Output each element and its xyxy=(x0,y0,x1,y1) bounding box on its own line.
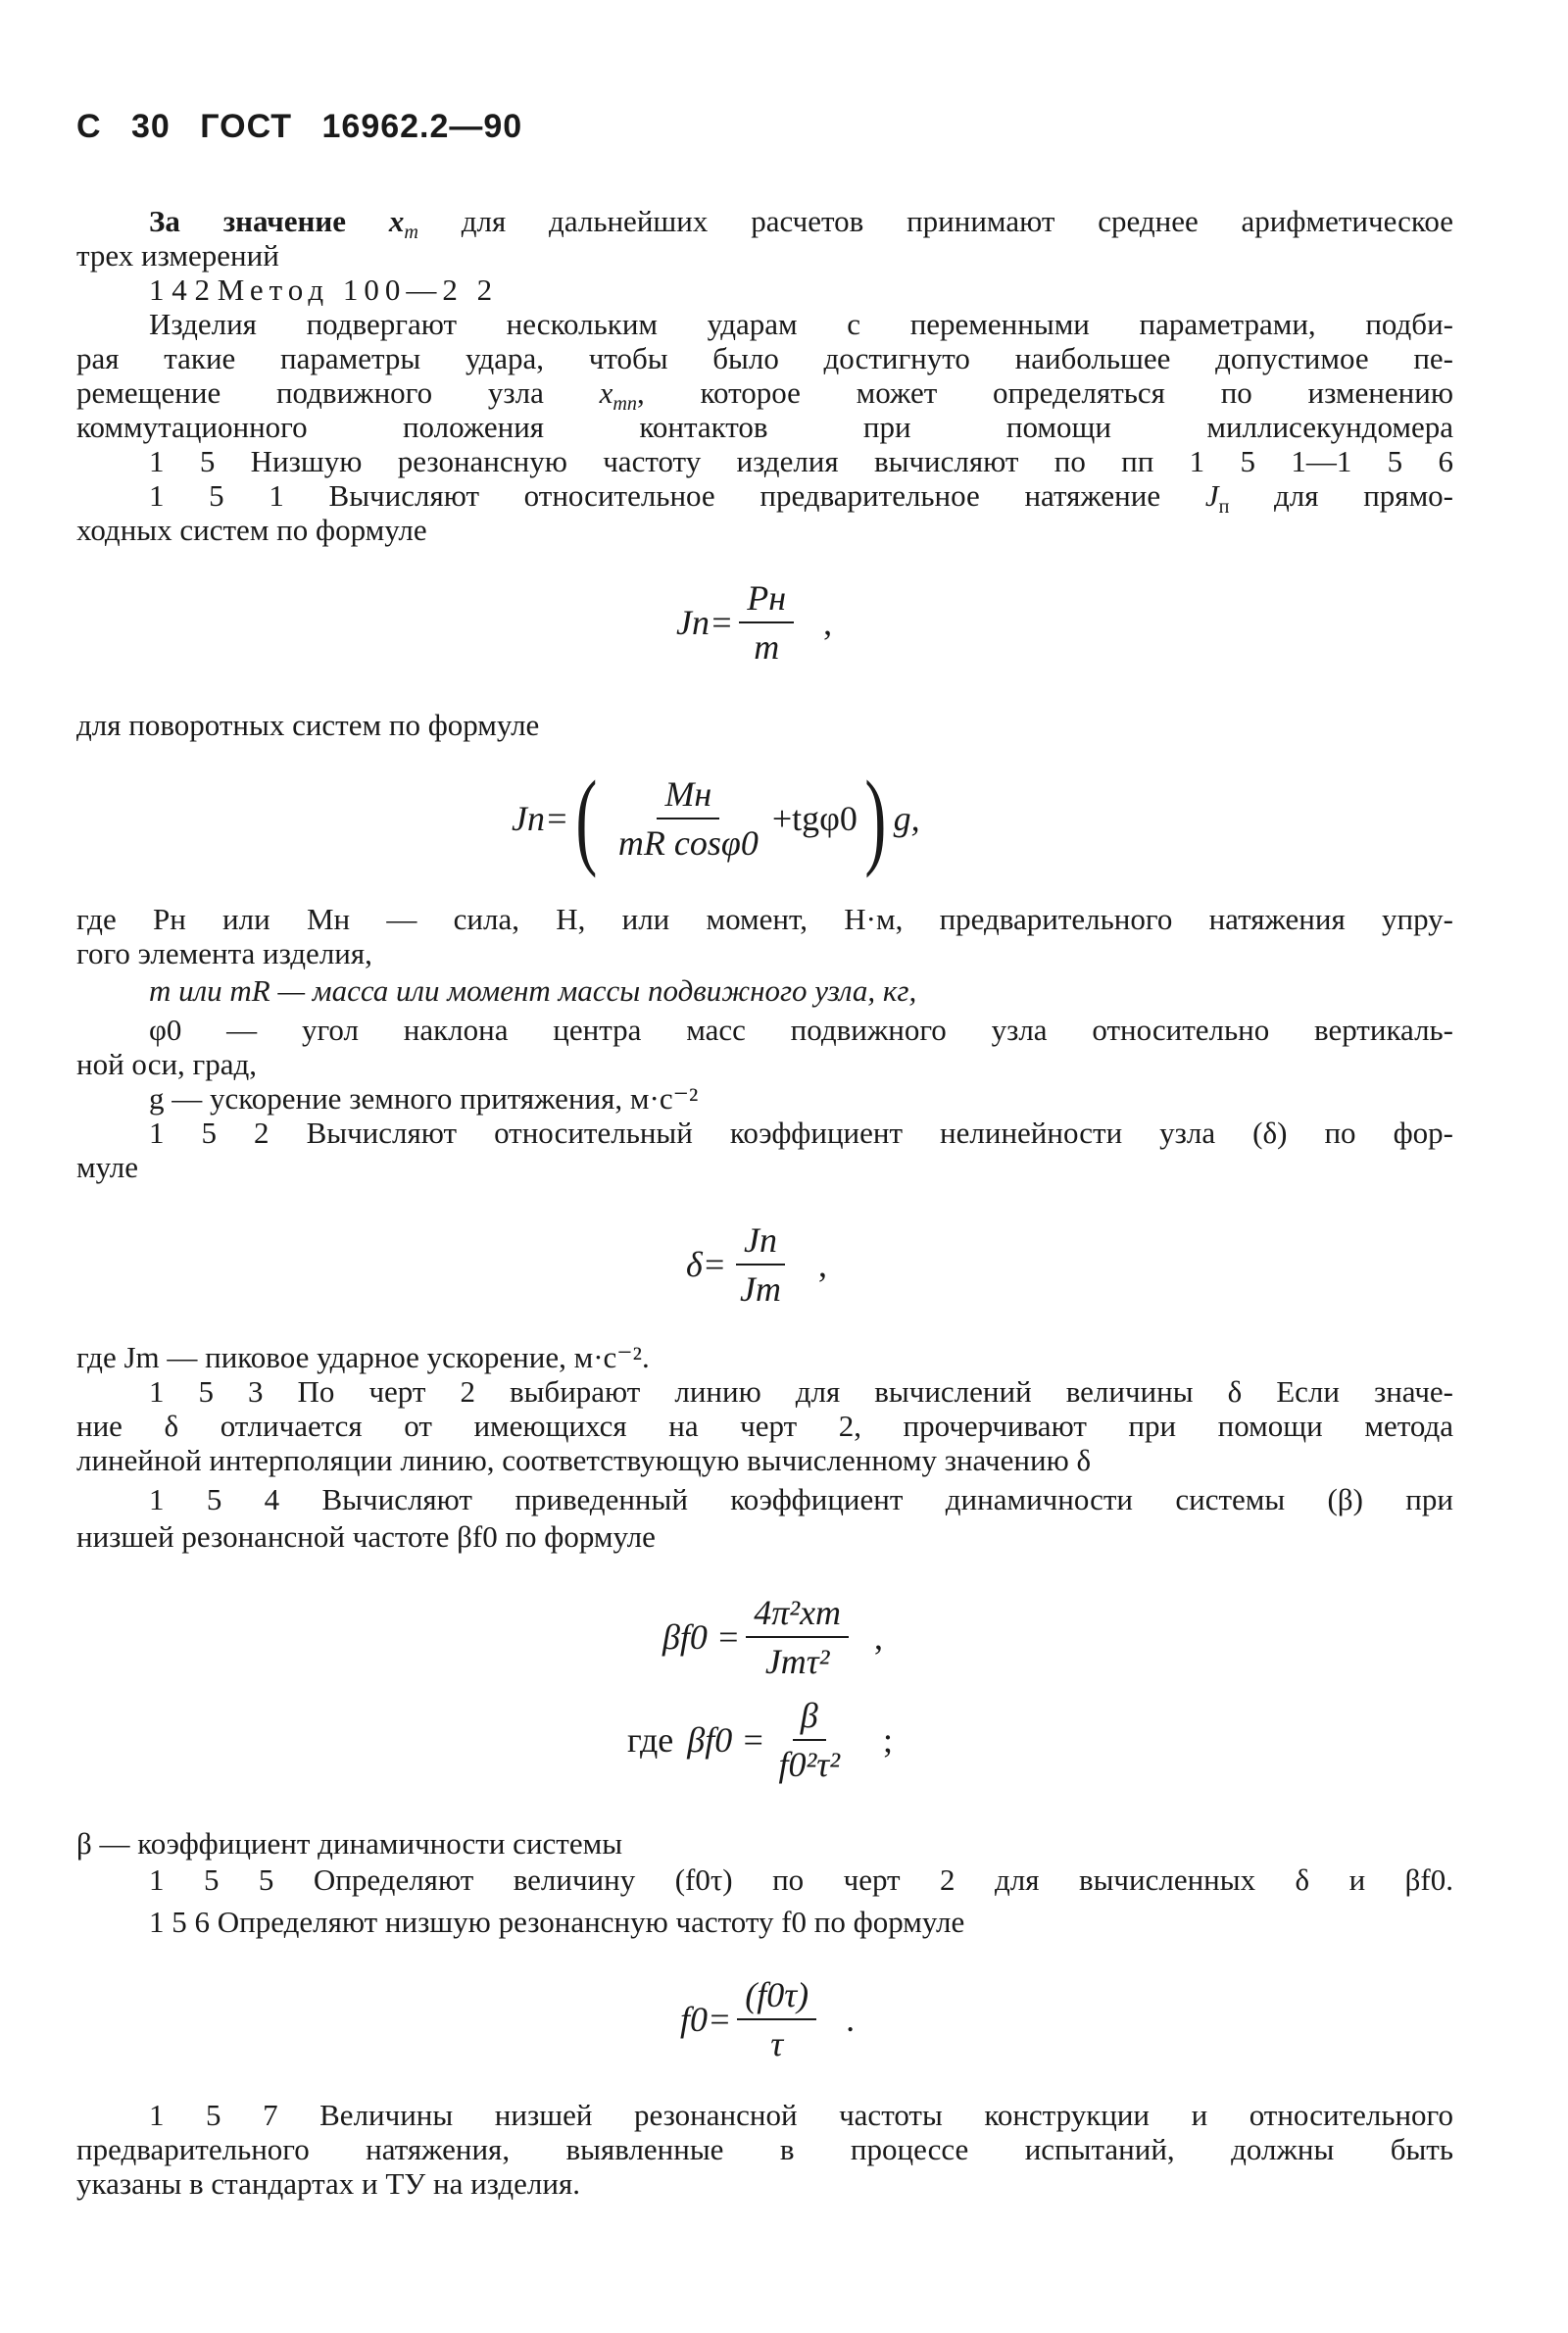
paragraph-line: ние δ отличается от имеющихся на черт 2, прочерчивают при помощи метода xyxy=(76,1409,1453,1443)
paragraph-line: 1 5 3 По черт 2 выбирают линию для вычислений величины δ Если значе- xyxy=(149,1374,1453,1409)
doc-code: ГОСТ xyxy=(200,108,293,145)
paragraph-line: 1 5 Низшую резонансную частоту изделия вычисляют по пп 1 5 1—1 5 6 xyxy=(149,444,1453,478)
page-letter: С xyxy=(76,108,102,145)
formula-f0: f0= $\frac{(f0\tau)}{\tau}$ . xyxy=(680,1975,856,2063)
formula-beta-f0: βf0 = $\frac{\text{4π²xm}}{\text{Jmτ²}}$ , xyxy=(662,1593,884,1681)
paragraph-line: рая такие параметры удара, чтобы было достигнуто наибольшее допустимое пе- xyxy=(76,341,1453,375)
formula-jp-rotary: Jп= ( $\frac{Mн}{\text{mR cosφ0}}$ +tgφ0 ) g, xyxy=(512,759,920,878)
paragraph-line: 1 5 4 Вычисляют приведенный коэффициент динамичности системы (β) при xyxy=(149,1482,1453,1516)
page-number: 30 xyxy=(131,108,171,145)
paragraph-line: ной оси, град, xyxy=(76,1047,258,1081)
formula-beta-f0-where: где βf0 = $\frac{\beta}{\text{f0²τ²}}$ ; xyxy=(627,1696,894,1784)
paragraph-line: 1 5 5 Определяют величину (f0τ) по черт 2 для вычисленных δ и βf0. xyxy=(149,1862,1453,1897)
paragraph-line: трех измерений xyxy=(76,238,279,273)
paragraph-line: За значение $x_m$ для дальнейших расчетов принимают среднее арифметическое xyxy=(149,204,1453,244)
paragraph-line: ремещение подвижного узла $x_{mп}$, которое может определяться по изменению xyxy=(76,375,1453,416)
paragraph-line: гого элемента изделия, xyxy=(76,936,372,970)
paragraph-line: ходных систем по формуле xyxy=(76,513,427,547)
paragraph-line: где Jm — пиковое ударное ускорение, м·с⁻². xyxy=(76,1340,650,1374)
paragraph-line: β — коэффициент динамичности системы xyxy=(76,1826,623,1861)
paragraph-line: 1 5 1 Вычисляют относительное предварительное натяжение $J_п$ для прямо- xyxy=(149,478,1454,519)
formula-jp-linear: Jп= $\frac{Pн}{m}$ , xyxy=(676,578,833,667)
page-header xyxy=(76,108,542,146)
doc-number: 16962.2—90 xyxy=(321,108,523,145)
paragraph-line: низшей резонансной частоте βf0 по формуле xyxy=(76,1519,656,1554)
paragraph-line: 1 5 2 Вычисляют относительный коэффициент нелинейности узла (δ) по фор- xyxy=(149,1116,1453,1150)
paragraph-line: для поворотных систем по формуле xyxy=(76,708,540,742)
paragraph-line: коммутационного положения контактов при помощи миллисекундомера xyxy=(76,410,1453,444)
paragraph-line: 1 5 7 Величины низшей резонансной частоты конструкции и относительного xyxy=(149,2098,1453,2132)
paragraph-line: m или mR — масса или момент массы подвижного узла, кг, xyxy=(149,973,917,1008)
paragraph-line: муле xyxy=(76,1150,138,1184)
paragraph-line: g — ускорение земного притяжения, м·с⁻² xyxy=(149,1081,699,1116)
formula-delta: δ= $\frac{Jп}{Jm}$ , xyxy=(686,1220,828,1309)
paragraph-line: Изделия подвергают нескольким ударам с переменными параметрами, подби- xyxy=(149,307,1453,341)
paragraph-line: линейной интерполяции линию, соответствующую вычисленному значению δ xyxy=(76,1443,1092,1477)
paragraph-line: φ0 — угол наклона центра масс подвижного узла относительно вертикаль- xyxy=(149,1013,1453,1047)
paragraph-line: предварительного натяжения, выявленные в процессе испытаний, должны быть xyxy=(76,2132,1453,2166)
paragraph-line: где Pн или Mн — сила, Н, или момент, Н·м, предварительного натяжения упру- xyxy=(76,902,1453,936)
section-heading: 1 4 2 Метод 100—2 2 xyxy=(149,273,499,307)
paragraph-line: указаны в стандартах и ТУ на изделия. xyxy=(76,2166,580,2201)
paragraph-line: 1 5 6 Определяют низшую резонансную частоту f0 по формуле xyxy=(149,1905,965,1939)
